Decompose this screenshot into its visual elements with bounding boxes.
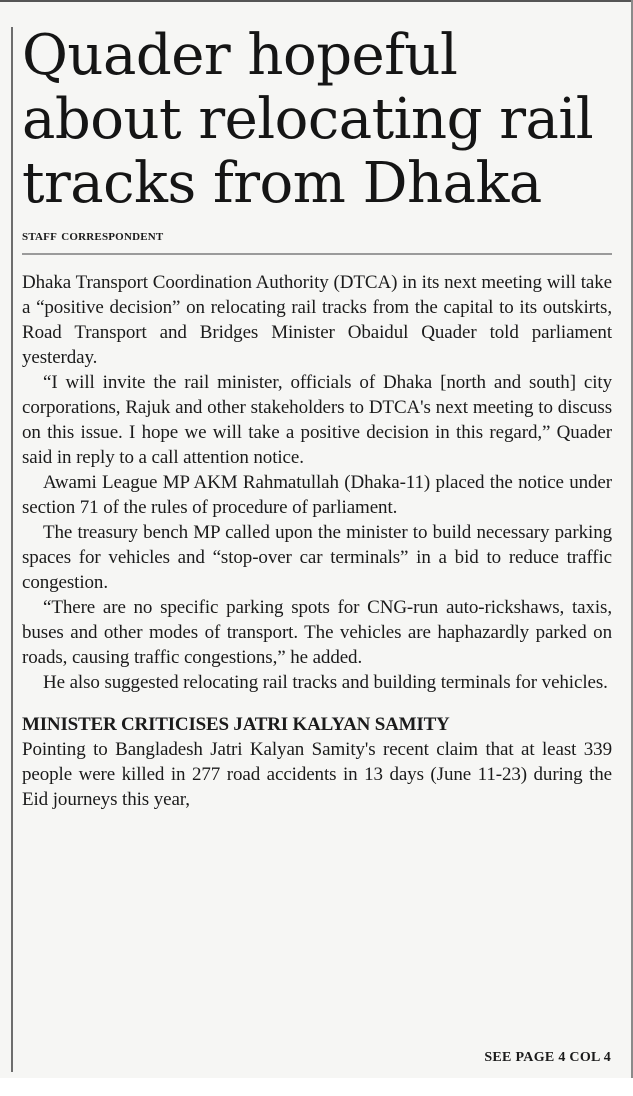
continuation-line: SEE PAGE 4 COL 4 <box>484 1050 611 1065</box>
body-paragraph-1: Dhaka Transport Coordination Authority (DTCA) in its next meeting will take a “positive decision” on relocating rail tracks from the capital to its outskirts, Road Transport and Bridges Minister Obaidul Quader told parliament yesterday. <box>22 271 612 368</box>
body-paragraph-5: “There are no specific parking spots for CNG-run auto-rickshaws, taxis, buses and other modes of transport. The vehicles are haphazardly parked on roads, causing traffic congestions,” he added. <box>22 596 612 668</box>
byline-divider <box>22 253 612 255</box>
body-paragraph-6: He also suggested relocating rail tracks and building terminals for vehicles. <box>43 671 608 693</box>
column-right-rule <box>631 0 633 1096</box>
column-left-rule <box>11 27 13 1072</box>
page-bottom-margin <box>0 1078 633 1096</box>
body-paragraph-2: “I will invite the rail minister, officials of Dhaka [north and south] city corporations, Rajuk and other stakeholders to DTCA's next meeting to discuss on this issue. I hope we will take a positive decision in this regard,” Quader said in reply to a call attention notice. <box>22 371 612 468</box>
news-article <box>22 24 612 812</box>
body-paragraph-4: The treasury bench MP called upon the minister to build necessary parking spaces for vehicles and “stop-over car terminals” in a bid to reduce traffic congestion. <box>22 521 612 593</box>
body-paragraph-3: Awami League MP AKM Rahmatullah (Dhaka-11) placed the notice under section 71 of the rules of procedure of parliament. <box>22 471 612 518</box>
section-subhead: MINISTER CRITICISES JATRI KALYAN SAMITY <box>22 713 450 735</box>
top-border-rule <box>0 0 633 2</box>
byline: staff correspondent <box>22 227 164 244</box>
headline: Quader hopeful about relocating rail tracks from Dhaka <box>22 23 594 216</box>
body-paragraph-7: Pointing to Bangladesh Jatri Kalyan Samity's recent claim that at least 339 people were killed in 277 road accidents in 13 days (June 11-23) during the Eid journeys this year, <box>22 738 612 810</box>
